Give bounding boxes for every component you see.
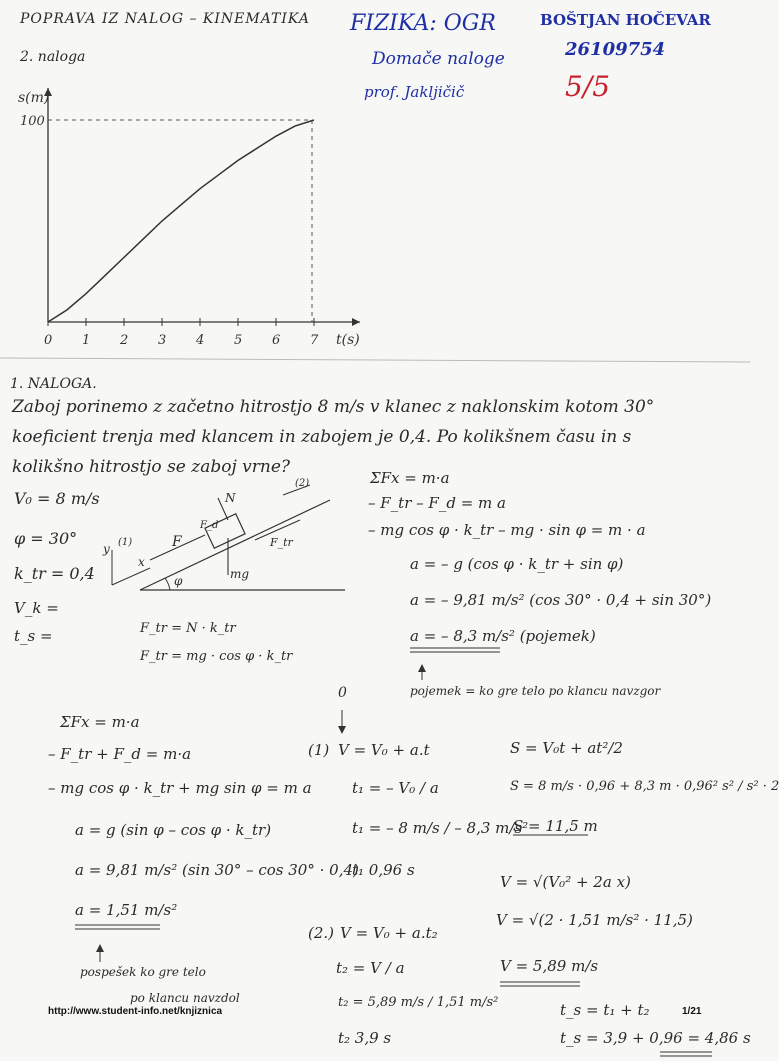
professor: prof. Jakljičič (364, 83, 465, 101)
diagram-F-label: F (172, 534, 182, 550)
task1-heading: 1. NALOGA. (10, 376, 97, 392)
v-eq2: V = √(2 · 1,51 m/s² · 11,5) (496, 911, 693, 929)
step2-label: (2.) (308, 924, 335, 942)
x-axis-label: t(s) (336, 332, 360, 348)
x-axis-arrow (352, 318, 360, 326)
down-arrow-head (338, 726, 346, 734)
subject: FIZIKA: OGR (350, 11, 496, 36)
unknown-t: t_s = (14, 627, 53, 645)
down-eq1: ΣFx = m·a (60, 713, 140, 731)
task1-text-1: Zaboj porinemo z začetno hitrostjo 8 m/s v klanec z naklonskim kotom 30° (12, 397, 655, 417)
task1-text-3: kolikšno hitrostjo se zaboj vrne? (12, 457, 290, 477)
step2-eq2: t₂ = V / a (336, 959, 405, 977)
diagram-y-dir: (1) (118, 537, 133, 548)
given-ktr: k_tr = 0,4 (14, 564, 95, 583)
step2-eq4: t₂ 3,9 s (338, 1029, 392, 1047)
step2-eq3: t₂ = 5,89 m/s / 1,51 m/s² (338, 995, 499, 1010)
x-tick-label: 0 (44, 333, 53, 348)
up-eq4: a = – g (cos φ · k_tr + sin φ) (410, 555, 624, 573)
step1-eq1: V = V₀ + a.t (338, 741, 430, 759)
x-tick-label: 6 (272, 333, 281, 348)
diagram-x-label: x (138, 555, 145, 569)
down-note-2: po klancu navzdol (130, 991, 240, 1005)
x-axis-local (112, 568, 150, 585)
up-arrow-head (96, 944, 104, 952)
step2-eq1: V = V₀ + a.t₂ (340, 924, 438, 942)
x-tick-label: 7 (310, 333, 319, 348)
step1-label: (1) (308, 741, 330, 759)
task2-label: 2. naloga (20, 49, 86, 65)
subtitle: Domače naloge (372, 49, 505, 69)
diagram-y-label: y (103, 542, 110, 556)
v-eq3: V = 5,89 m/s (500, 957, 599, 975)
diagram-Ftr-label: F_tr (270, 536, 293, 549)
diagram-Fd-label: F_d (200, 520, 219, 531)
x-tick-label: 1 (82, 333, 91, 348)
down-eq6: a = 1,51 m/s² (75, 901, 178, 919)
down-eq5: a = 9,81 m/s² (sin 30° – cos 30° · 0,4) (75, 861, 359, 879)
given-phi: φ = 30° (14, 529, 78, 548)
title-left: POPRAVA IZ NALOG – KINEMATIKA (20, 11, 310, 27)
student-id: 26109754 (565, 39, 666, 60)
given-v0: V₀ = 8 m/s (14, 489, 100, 508)
section-divider (0, 358, 750, 362)
step1-eq4: t₁ 0,96 s (352, 861, 415, 879)
up-arrow-head-2 (418, 664, 426, 672)
s-eq3: S = 11,5 m (513, 817, 598, 835)
down-eq4: a = g (sin φ – cos φ · k_tr) (75, 821, 272, 839)
down-note-1: pospešek ko gre telo (80, 965, 206, 979)
up-eq1: ΣFx = m·a (370, 469, 450, 487)
step1-eq2: t₁ = – V₀ / a (352, 779, 439, 797)
unknown-v: V_k = (14, 599, 59, 617)
diagram-mg-label: mg (230, 567, 250, 581)
footer-link[interactable]: http://www.student-info.net/knjiznica (48, 1006, 223, 1017)
up-eq5: a = – 9,81 m/s² (cos 30° · 0,4 + sin 30°) (410, 591, 712, 609)
up-eq3: – mg cos φ · k_tr – mg · sin φ = m · a (368, 521, 646, 539)
marker-0: 0 (338, 685, 347, 701)
s-eq1: S = V₀t + at²/2 (510, 739, 623, 757)
grade: 5/5 (565, 70, 611, 103)
y-axis-label: s(m) (18, 90, 50, 106)
ts-eq2: t_s = 3,9 + 0,96 = 4,86 s (560, 1029, 751, 1047)
x-tick-label: 3 (158, 333, 167, 348)
curve-series (48, 120, 314, 322)
step1-eq3: t₁ = – 8 m/s / – 8,3 m/s² (352, 819, 529, 837)
y-tick-100: 100 (20, 114, 45, 129)
v-eq1: V = √(V₀² + 2a x) (500, 873, 631, 891)
friction-eq1: F_tr = N · k_tr (140, 621, 236, 636)
x-tick-label: 2 (120, 333, 129, 348)
x-tick-label: 5 (234, 333, 243, 348)
student-name: BOŠTJAN HOČEVAR (540, 11, 711, 29)
angle-arc (165, 578, 170, 590)
diagram-dir2: (2) (295, 478, 310, 489)
task1-text-2: koeficient trenja med klancem in zabojem je 0,4. Po kolikšnem času in s (12, 427, 632, 447)
down-eq3: – mg cos φ · k_tr + mg sin φ = m a (48, 779, 312, 797)
up-note: pojemek = ko gre telo po klancu navzgor (410, 684, 661, 698)
ts-eq1: t_s = t₁ + t₂ (560, 1001, 650, 1019)
diagram-phi-label: φ (174, 574, 183, 588)
diagram-N-label: N (225, 491, 236, 505)
s-eq2: S = 8 m/s · 0,96 + 8,3 m · 0,96² s² / s² · 2 (510, 779, 779, 794)
page-number: 1/21 (682, 1006, 702, 1017)
up-eq2: – F_tr – F_d = m a (368, 494, 506, 512)
down-eq2: – F_tr + F_d = m·a (48, 745, 192, 763)
x-tick-label: 4 (196, 333, 205, 348)
friction-eq2: F_tr = mg · cos φ · k_tr (140, 649, 293, 664)
up-eq6: a = – 8,3 m/s² (pojemek) (410, 627, 596, 645)
